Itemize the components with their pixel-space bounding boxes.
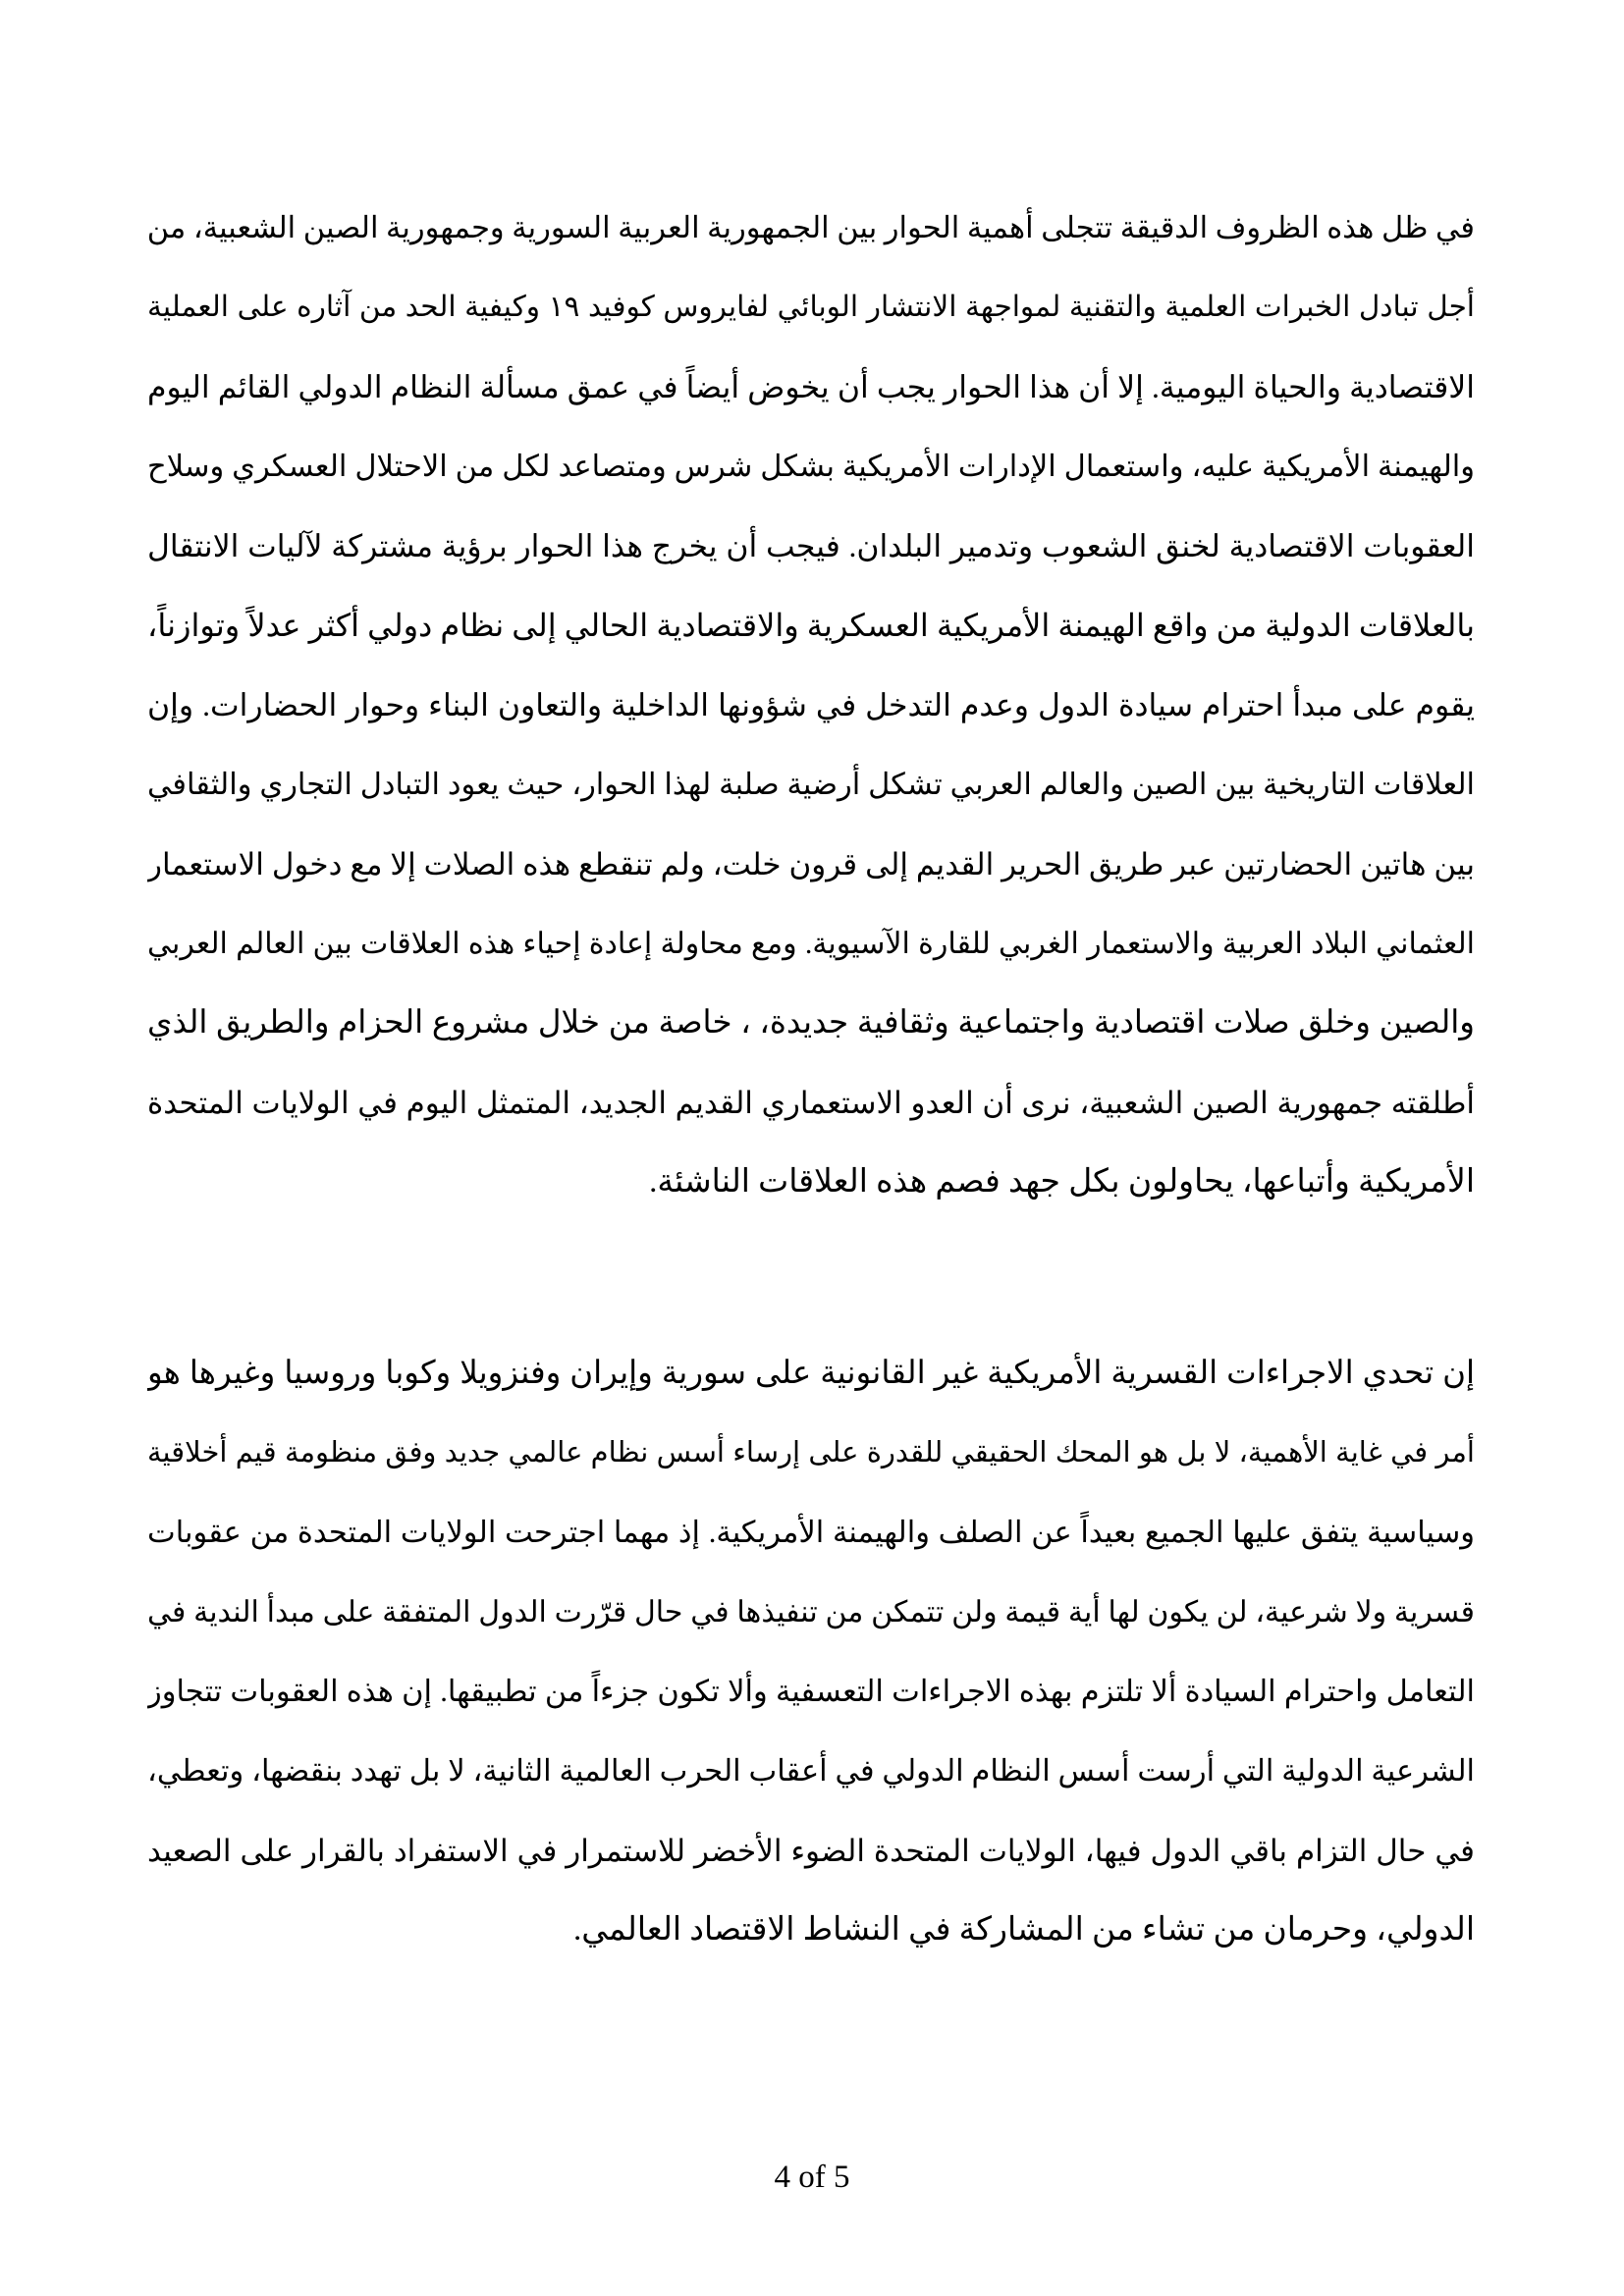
paragraph-1-line: يقوم على مبدأ احترام سيادة الدول وعدم التدخل في شؤونها الداخلية والتعاون البناء وحوار الحضارات. وإن <box>147 688 1475 722</box>
paragraph-1-line: العلاقات التاريخية بين الصين والعالم العربي تشكل أرضية صلبة لهذا الحوار، حيث يعود التبادل التجاري والثقافي <box>147 768 1475 801</box>
paragraph-1-line: الأمريكية وأتباعها، يحاولون بكل جهد فصم هذه العلاقات الناشئة. <box>649 1164 1475 1200</box>
paragraph-2 <box>147 1334 1475 1970</box>
paragraph-1 <box>147 188 1475 1222</box>
paragraph-1-line: بالعلاقات الدولية من واقع الهيمنة الأمريكية العسكرية والاقتصادية الحالي إلى نظام دولي أكثر عدلاً وتوازناً، <box>147 608 1475 643</box>
paragraph-2-line: أمر في غاية الأهمية، لا بل هو المحك الحقيقي للقدرة على إرساء أسس نظام عالمي جديد وفق منظومة قيم أخلاقية <box>147 1437 1475 1468</box>
paragraph-1-line: في ظل هذه الظروف الدقيقة تتجلى أهمية الحوار بين الجمهورية العربية السورية وجمهورية الصين الشعبية، من <box>147 211 1475 244</box>
paragraph-1-line: والصين وخلق صلات اقتصادية واجتماعية وثقافية جديدة، ، خاصة من خلال مشروع الحزام والطريق الذي <box>147 1005 1475 1041</box>
paragraph-2-line: في حال التزام باقي الدول فيها، الولايات المتحدة الضوء الأخضر للاستمرار في الاستفراد بالقرار على الصعيد <box>147 1834 1475 1868</box>
paragraph-1-line: الاقتصادية والحياة اليومية. إلا أن هذا الحوار يجب أن يخوض أيضاً في عمق مسألة النظام الدولي القائم اليوم <box>147 370 1475 404</box>
paragraph-1-line: العثماني البلاد العربية والاستعمار الغربي للقارة الآسيوية. ومع محاولة إعادة إحياء هذه العلاقات بين العالم العربي <box>147 928 1475 960</box>
paragraph-2-line: قسرية ولا شرعية، لن يكون لها أية قيمة ولن تتمكن من تنفيذها في حال قرّرت الدول المتفقة على مبدأ الندية في <box>147 1596 1475 1629</box>
paragraph-2-line: إن تحدي الاجراءات القسرية الأمريكية غير القانونية على سورية وإيران وفنزويلا وكوبا وروسيا وغيرها هو <box>147 1356 1475 1391</box>
paragraph-1-line: العقوبات الاقتصادية لخنق الشعوب وتدمير البلدان. فيجب أن يخرج هذا الحوار برؤية مشتركة لآليات الانتقال <box>147 529 1475 563</box>
paragraph-1-line: أطلقته جمهورية الصين الشعبية، نرى أن العدو الاستعماري القديم الجديد، المتمثل اليوم في الولايات المتحدة <box>147 1086 1475 1120</box>
paragraph-1-line: والهيمنة الأمريكية عليه، واستعمال الإدارات الأمريكية بشكل شرس ومتصاعد لكل من الاحتلال العسكري وسلاح <box>147 450 1475 483</box>
paragraph-2-line: وسياسية يتفق عليها الجميع بعيداً عن الصلف والهيمنة الأمريكية. إذ مهما اجترحت الولايات المتحدة من عقوبات <box>147 1516 1475 1549</box>
paragraph-1-line: أجل تبادل الخبرات العلمية والتقنية لمواجهة الانتشار الوبائي لفايروس كوفيد ١٩ وكيفية الحد من آثاره على العملية <box>147 292 1475 323</box>
paragraph-2-line: الشرعية الدولية التي أرست أسس النظام الدولي في أعقاب الحرب العالمية الثانية، لا بل تهدد بنقضها، وتعطي، <box>147 1754 1475 1788</box>
page-number: 4 of 5 <box>774 2160 850 2195</box>
paragraph-2-line: الدولي، وحرمان من تشاء من المشاركة في النشاط الاقتصاد العالمي. <box>572 1912 1475 1948</box>
paragraph-2-line: التعامل واحترام السيادة ألا تلتزم بهذه الاجراءات التعسفية وألا تكون جزءاً من تطبيقها. إن هذه العقوبات تتجاوز <box>147 1675 1475 1708</box>
paragraph-1-line: بين هاتين الحضارتين عبر طريق الحرير القديم إلى قرون خلت، ولم تنقطع هذه الصلات إلا مع دخول الاستعمار <box>147 847 1475 881</box>
